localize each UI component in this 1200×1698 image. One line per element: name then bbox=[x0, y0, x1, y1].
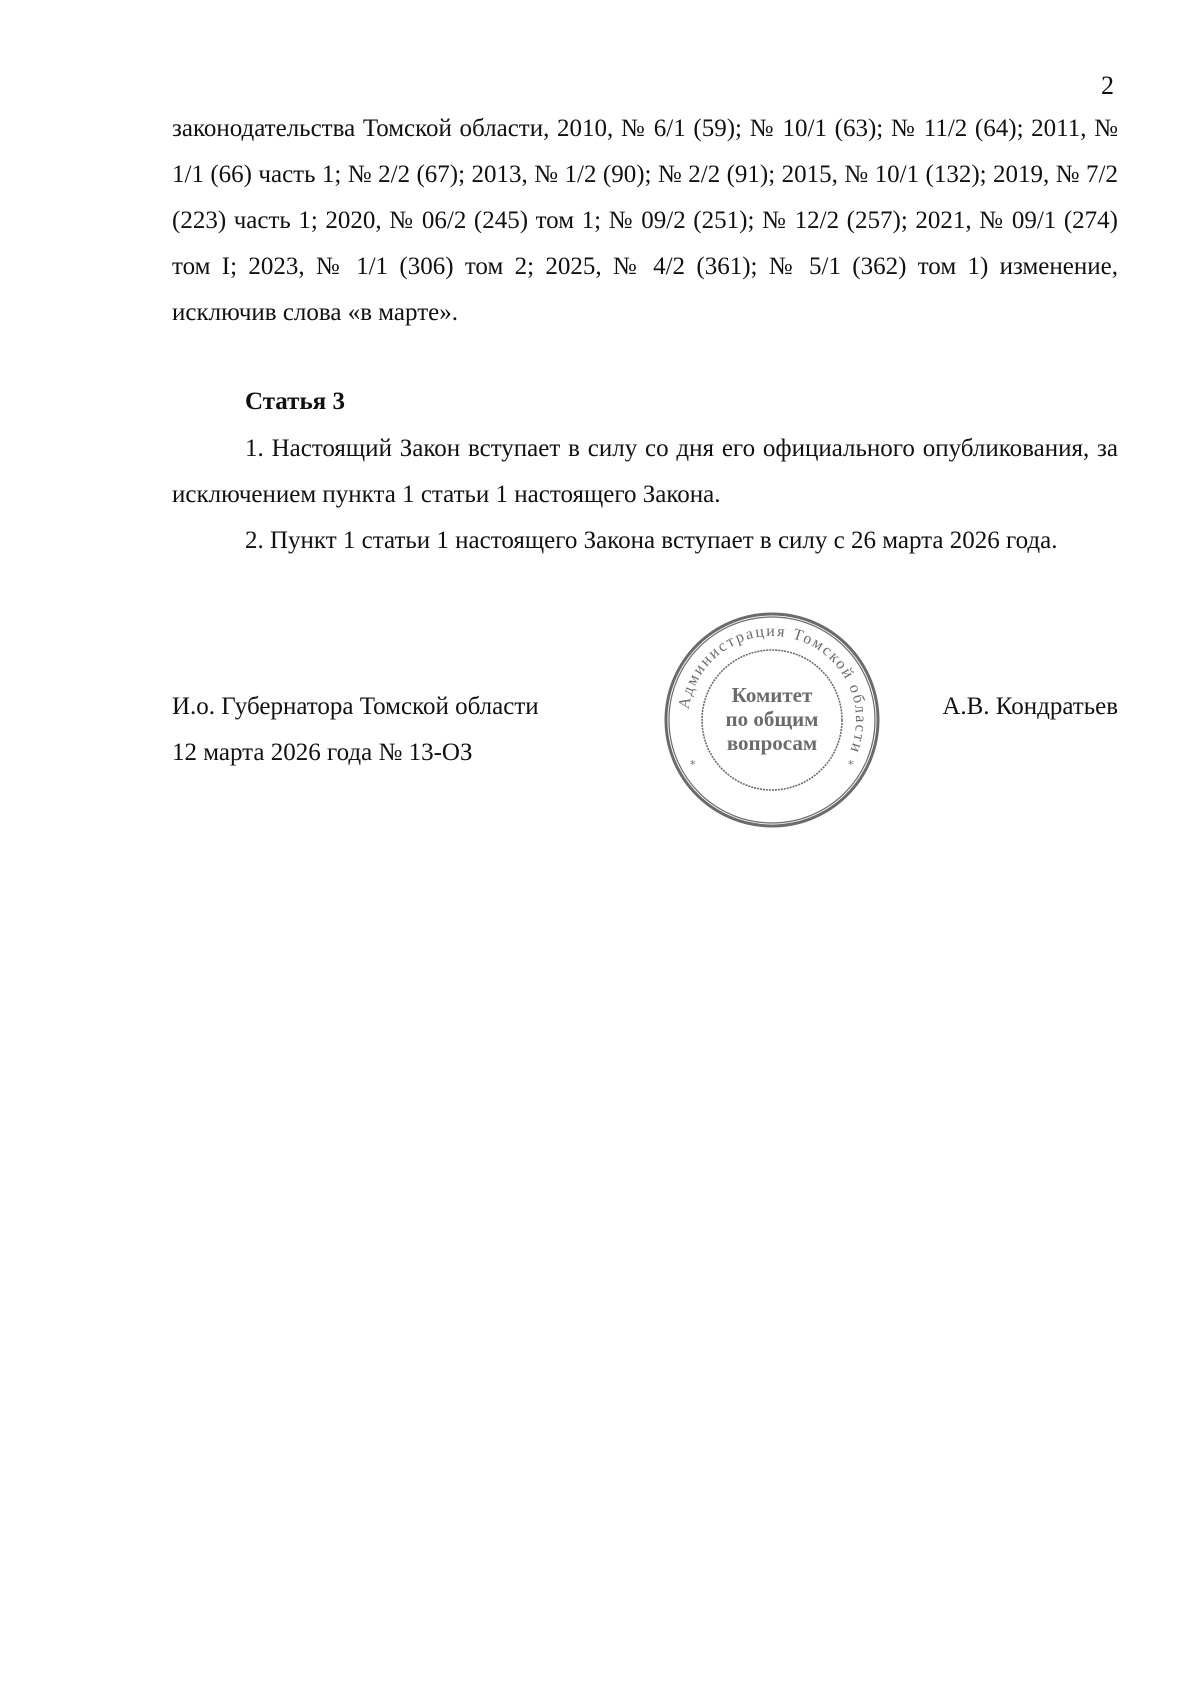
law-date-number: 12 марта 2026 года № 13-ОЗ bbox=[172, 739, 473, 766]
seal-inner-line-3: вопросам bbox=[726, 731, 818, 755]
continuation-paragraph: законодательства Томской области, 2010, № 6/1 (59); № 10/1 (63); № 11/2 (64); 2011, № 1/1 (66) часть 1; № 2/2 (67); 2013, № 1/2 (90); № 2/2 (91); 2015, № 10/1 (132); 2019, № 7/2 (223) часть 1; 2020, № 06/2 (245) том 1; № 09/2 (251); № 12/2 (257); 2021, № 09/1 (274) том I; 2023, № 1/1 (306) том 2; 2025, № 4/2 (361); № 5/1 (362) том 1) изменение, исключив слова «в марте». bbox=[172, 115, 1118, 326]
signature-block bbox=[172, 684, 539, 776]
seal-star-right: * bbox=[848, 758, 854, 771]
seal-outer-text: Администрация Томской области bbox=[675, 622, 870, 757]
seal-inner-line-1: Комитет bbox=[731, 683, 813, 707]
page-number: 2 bbox=[1101, 71, 1114, 100]
seal-star-left: * bbox=[690, 758, 696, 771]
seal-inner-line-2: по общим bbox=[725, 707, 819, 731]
official-seal bbox=[660, 608, 884, 832]
article-title: Статья 3 bbox=[245, 388, 345, 415]
signatory-position: И.о. Губернатора Томской области bbox=[172, 693, 539, 720]
article-paragraph-1: 1. Настоящий Закон вступает в силу со дня его официального опубликования, за исключением пункта 1 статьи 1 настоящего Закона. bbox=[172, 435, 1118, 508]
article-paragraph-2: 2. Пункт 1 статьи 1 настоящего Закона вступает в силу с 26 марта 2026 года. bbox=[245, 527, 1058, 554]
signatory-name: А.В. Кондратьев bbox=[942, 693, 1118, 720]
